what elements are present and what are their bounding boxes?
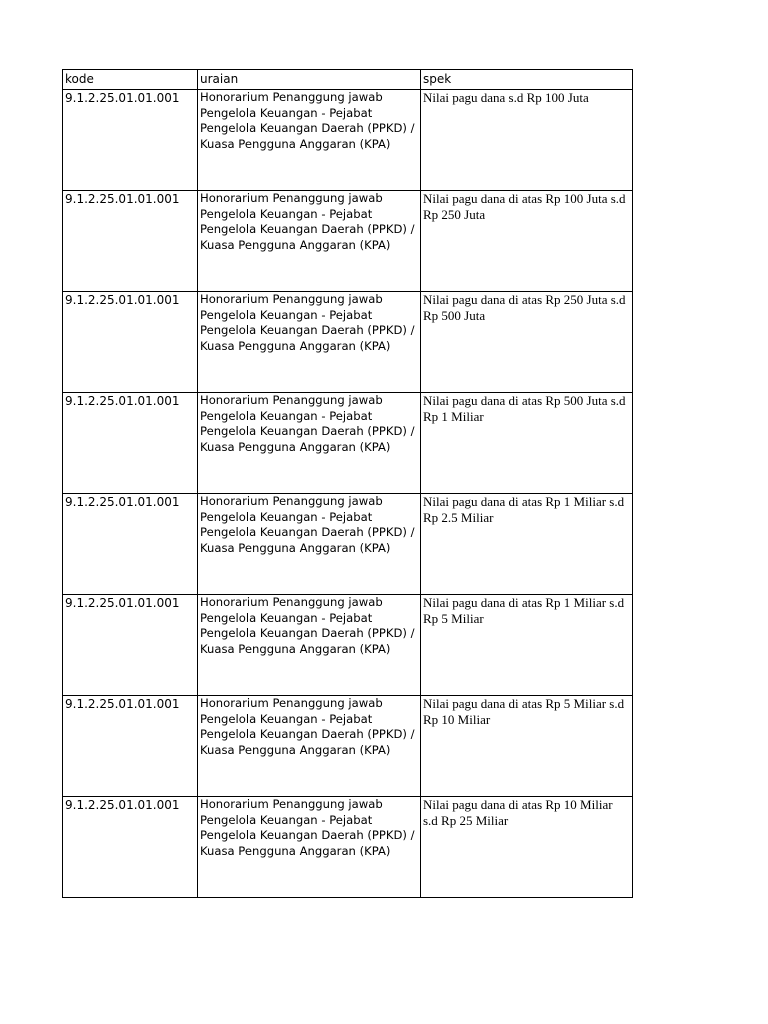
table-row <box>63 90 633 191</box>
kode-cell: 9.1.2.25.01.01.001 <box>63 696 198 797</box>
kode-cell: 9.1.2.25.01.01.001 <box>63 191 198 292</box>
table-row <box>63 191 633 292</box>
spek-cell: Nilai pagu dana di atas Rp 100 Juta s.d Rp 250 Juta <box>421 191 633 292</box>
kode-cell: 9.1.2.25.01.01.001 <box>63 494 198 595</box>
table-row <box>63 292 633 393</box>
kode-cell: 9.1.2.25.01.01.001 <box>63 90 198 191</box>
kode-cell: 9.1.2.25.01.01.001 <box>63 292 198 393</box>
spek-cell: Nilai pagu dana di atas Rp 1 Miliar s.d Rp 2.5 Miliar <box>421 494 633 595</box>
table-row <box>63 797 633 898</box>
uraian-cell: Honorarium Penanggung jawab Pengelola Keuangan - Pejabat Pengelola Keuangan Daerah (PPKD) / Kuasa Pengguna Anggaran (KPA) <box>198 191 421 292</box>
spek-cell: Nilai pagu dana di atas Rp 1 Miliar s.d Rp 5 Miliar <box>421 595 633 696</box>
spek-cell: Nilai pagu dana di atas Rp 10 Miliar s.d Rp 25 Miliar <box>421 797 633 898</box>
spek-cell: Nilai pagu dana di atas Rp 250 Juta s.d Rp 500 Juta <box>421 292 633 393</box>
uraian-cell: Honorarium Penanggung jawab Pengelola Keuangan - Pejabat Pengelola Keuangan Daerah (PPKD) / Kuasa Pengguna Anggaran (KPA) <box>198 595 421 696</box>
table-row <box>63 494 633 595</box>
kode-cell: 9.1.2.25.01.01.001 <box>63 797 198 898</box>
spreadsheet-table <box>62 69 633 898</box>
uraian-cell: Honorarium Penanggung jawab Pengelola Keuangan - Pejabat Pengelola Keuangan Daerah (PPKD) / Kuasa Pengguna Anggaran (KPA) <box>198 292 421 393</box>
header-uraian: uraian <box>198 70 421 90</box>
uraian-cell: Honorarium Penanggung jawab Pengelola Keuangan - Pejabat Pengelola Keuangan Daerah (PPKD) / Kuasa Pengguna Anggaran (KPA) <box>198 797 421 898</box>
spek-cell: Nilai pagu dana di atas Rp 500 Juta s.d Rp 1 Miliar <box>421 393 633 494</box>
kode-cell: 9.1.2.25.01.01.001 <box>63 393 198 494</box>
spek-cell: Nilai pagu dana di atas Rp 5 Miliar s.d Rp 10 Miliar <box>421 696 633 797</box>
header-spek: spek <box>421 70 633 90</box>
header-row <box>63 70 633 90</box>
table-row <box>63 696 633 797</box>
header-kode: kode <box>63 70 198 90</box>
spek-cell: Nilai pagu dana s.d Rp 100 Juta <box>421 90 633 191</box>
uraian-cell: Honorarium Penanggung jawab Pengelola Keuangan - Pejabat Pengelola Keuangan Daerah (PPKD) / Kuasa Pengguna Anggaran (KPA) <box>198 90 421 191</box>
table-row <box>63 393 633 494</box>
table-row <box>63 595 633 696</box>
uraian-cell: Honorarium Penanggung jawab Pengelola Keuangan - Pejabat Pengelola Keuangan Daerah (PPKD) / Kuasa Pengguna Anggaran (KPA) <box>198 696 421 797</box>
uraian-cell: Honorarium Penanggung jawab Pengelola Keuangan - Pejabat Pengelola Keuangan Daerah (PPKD) / Kuasa Pengguna Anggaran (KPA) <box>198 494 421 595</box>
uraian-cell: Honorarium Penanggung jawab Pengelola Keuangan - Pejabat Pengelola Keuangan Daerah (PPKD) / Kuasa Pengguna Anggaran (KPA) <box>198 393 421 494</box>
kode-cell: 9.1.2.25.01.01.001 <box>63 595 198 696</box>
